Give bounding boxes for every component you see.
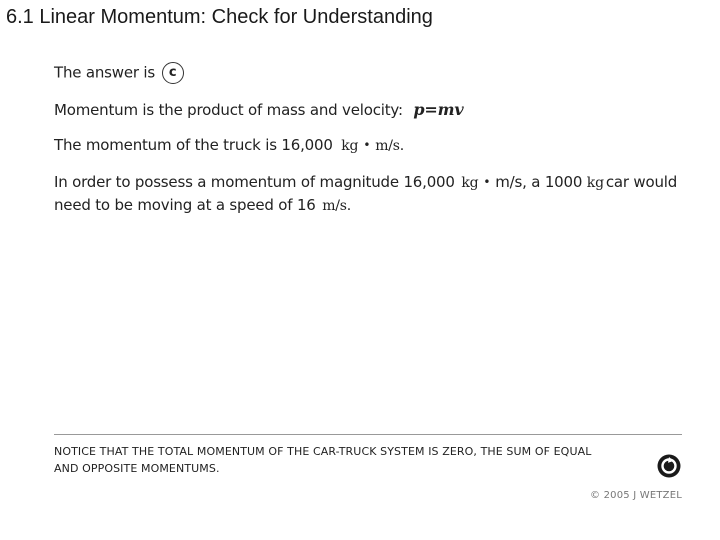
car-speed-text-c: car would	[605, 173, 678, 191]
truck-momentum-line	[54, 136, 404, 154]
answer-line	[54, 62, 184, 84]
unit-m-per-s: m/s.	[322, 198, 352, 214]
unit-kg: kg	[461, 175, 479, 191]
unit-kg: kg	[586, 175, 604, 191]
notice-line-1: NOTICE THAT THE TOTAL MOMENTUM OF THE CAR-TRUCK SYSTEM IS ZERO, THE SUM OF EQUAL	[54, 445, 592, 458]
car-speed-text-a: In order to possess a momentum of magnitude 16,000	[54, 173, 455, 191]
momentum-definition-text: Momentum is the product of mass and velocity:	[54, 101, 403, 119]
momentum-formula: p=mv	[413, 100, 464, 119]
unit-kg: kg	[341, 138, 359, 154]
unit-m-per-s: m/s.	[375, 138, 405, 154]
car-speed-text-b: m/s, a 1000	[495, 173, 583, 191]
notice-line-2: AND OPPOSITE MOMENTUMS.	[54, 462, 220, 475]
truck-momentum-text: The momentum of the truck is 16,000	[54, 136, 333, 154]
momentum-definition-line	[54, 100, 463, 119]
notice-text	[54, 443, 654, 477]
car-speed-line-2	[54, 196, 351, 214]
copyright-text: © 2005 J WETZEL	[590, 490, 682, 501]
car-speed-text-d: need to be moving at a speed of 16	[54, 196, 316, 214]
unit-dot: •	[363, 138, 371, 152]
slide-title: 6.1 Linear Momentum: Check for Understanding	[6, 6, 433, 28]
replay-icon[interactable]	[656, 453, 682, 479]
answer-choice-circle: c	[162, 62, 184, 84]
car-speed-line-1	[54, 173, 677, 191]
answer-prefix: The answer is	[54, 63, 155, 82]
unit-dot: •	[483, 175, 491, 189]
divider-rule	[54, 434, 682, 435]
